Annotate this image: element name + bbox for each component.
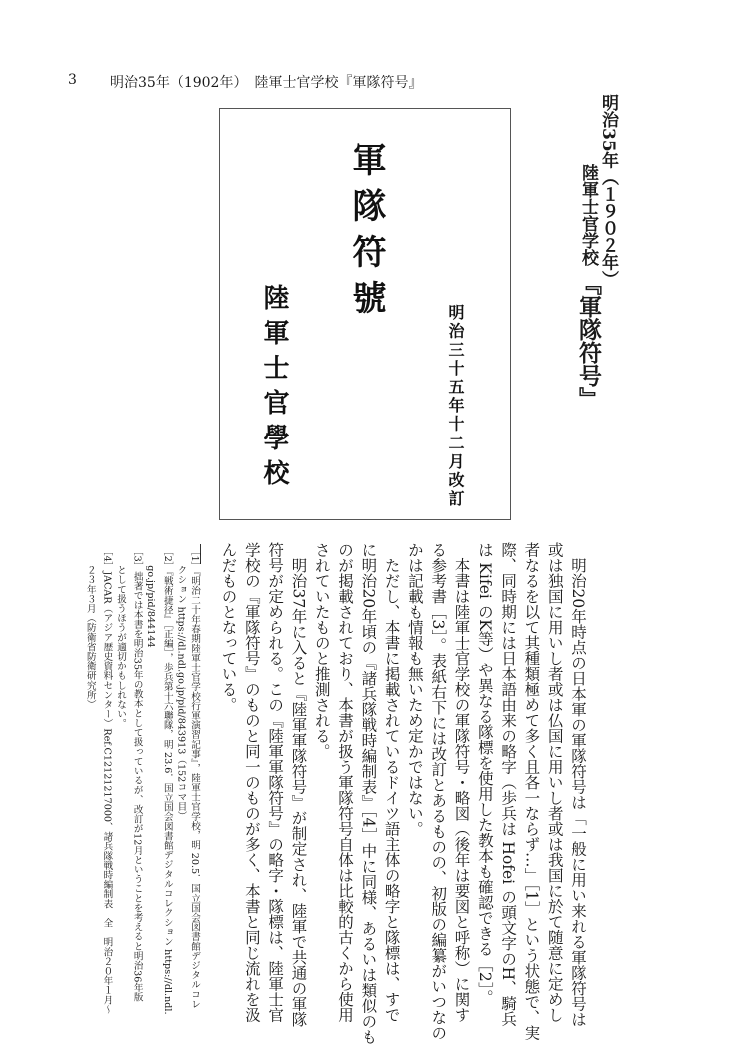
footnote-line — [160, 546, 174, 1015]
footnote-line — [100, 546, 114, 1015]
body-line: 明治20年時点の日本軍の軍隊符号は「一般に用い来れる軍隊符号は — [569, 542, 587, 1027]
title-era: 明治35年（１９０２年） — [598, 94, 618, 288]
body-line: る参考書［3］。表紙右下には改訂とあるものの、初版の編纂がいつなの — [429, 542, 448, 1041]
footnote-line — [187, 546, 201, 1009]
body-line: ただし、本書に掲載されているドイツ語主体の略字と隊標は、すで — [382, 542, 401, 1023]
body-line: されていたものと推測される。 — [312, 542, 331, 759]
body-line: 者なるを以て其種類極めて多く且各一ならず…」［1］という状態で、実 — [522, 542, 541, 1041]
page-number: 3 — [68, 72, 77, 88]
footnote-line — [144, 546, 158, 986]
running-title: 明治35年（1902年） 陸軍士官学校『軍隊符号』 — [110, 75, 423, 91]
footnote-text: go.jp/pid/844144 — [145, 546, 157, 648]
cover-publisher: 陸軍士官學校 — [259, 284, 289, 494]
body-line: は Kifei のK等）や異なる隊標を使用した教本も確認できる［2］。 — [475, 542, 494, 1005]
cover-main-title: 軍隊符號 — [346, 142, 386, 326]
footnote-line — [174, 546, 188, 986]
footnote-text: として扱うほうが適切かもしれない。 — [115, 546, 127, 729]
footnote-mark: ［2］ — [161, 546, 173, 572]
footnote-text: ２３年３月（防衛省防衛研究所） — [84, 546, 96, 710]
body-line: 際、同時期には日本語由来の略字（歩兵は Hofei の頭文字のH、騎兵 — [499, 542, 518, 1027]
body-line: のが掲載されており、本書が扱う軍隊符号自体は比較的古くから使用 — [336, 542, 355, 1023]
footnote-line — [113, 546, 127, 986]
cover-date: 明治三十五年十二月改訂 — [446, 304, 465, 509]
footnote-text: JACAR（アジア歴史資料センター）Ref.C12121217000、諸兵隊戦時編制表 全 明治２０年１月～ — [101, 571, 113, 1015]
footnote-line — [83, 546, 97, 986]
body-line: に明治20年頃の『諸兵隊戦時編制表』［4］中に同様、あるいは類似のも — [359, 542, 378, 1044]
body-line: 学校の『軍隊符号』のものと同一のものが多く、本書と同じ流れを汲 — [242, 542, 261, 1023]
footnote-text: 『戦術捷径』［正編］，歩兵第十六聯隊，明 23.6．国立国会図書館デジタルコレクション https://dl.ndl. — [161, 571, 173, 1015]
footnote-text: 拙著では本書を明治35年の教本として扱っているが、改訂が12月ということを考えると明治36年版 — [131, 571, 143, 1002]
body-line: かは記載も情報も無いため定かではない。 — [405, 542, 424, 837]
footnotes — [83, 546, 201, 1015]
body-line: んだものとなっている。 — [219, 542, 238, 713]
footnote-mark: ［1］ — [189, 546, 200, 572]
footnote-mark: ［4］ — [101, 546, 113, 572]
body-text — [216, 542, 589, 1044]
title-publisher — [572, 164, 605, 410]
footnote-line — [130, 546, 144, 1002]
body-line: 明治37年に入ると『陸軍軍隊符号』が制定され、陸軍で共通の軍隊 — [289, 542, 308, 1027]
body-line: 符号が定められる。この『陸軍軍隊符号』の略字・隊標は、陸軍士官 — [266, 542, 285, 1023]
footnote-text: 『明治二十年春期陸軍士官学校行軍演習記事』，陸軍士官学校，明 20.5．国立国会図書館デジタルコレ — [189, 571, 200, 1009]
footnote-text: クション https://dl.ndl.go.jp/pid/843913（152コマ目） — [175, 546, 187, 821]
body-line: 或は独国に用いし者或は仏国に用いし者或は我国に於て随意に定めし — [545, 542, 564, 1023]
footnote-mark: ［3］ — [131, 546, 143, 572]
body-line: 本書は陸軍士官学校の軍隊符号・略図（後年は要図と呼称）に関す — [452, 542, 471, 1023]
title-school: 陸軍士官学校 — [578, 164, 598, 266]
title-book: 『軍隊符号』 — [575, 272, 602, 410]
